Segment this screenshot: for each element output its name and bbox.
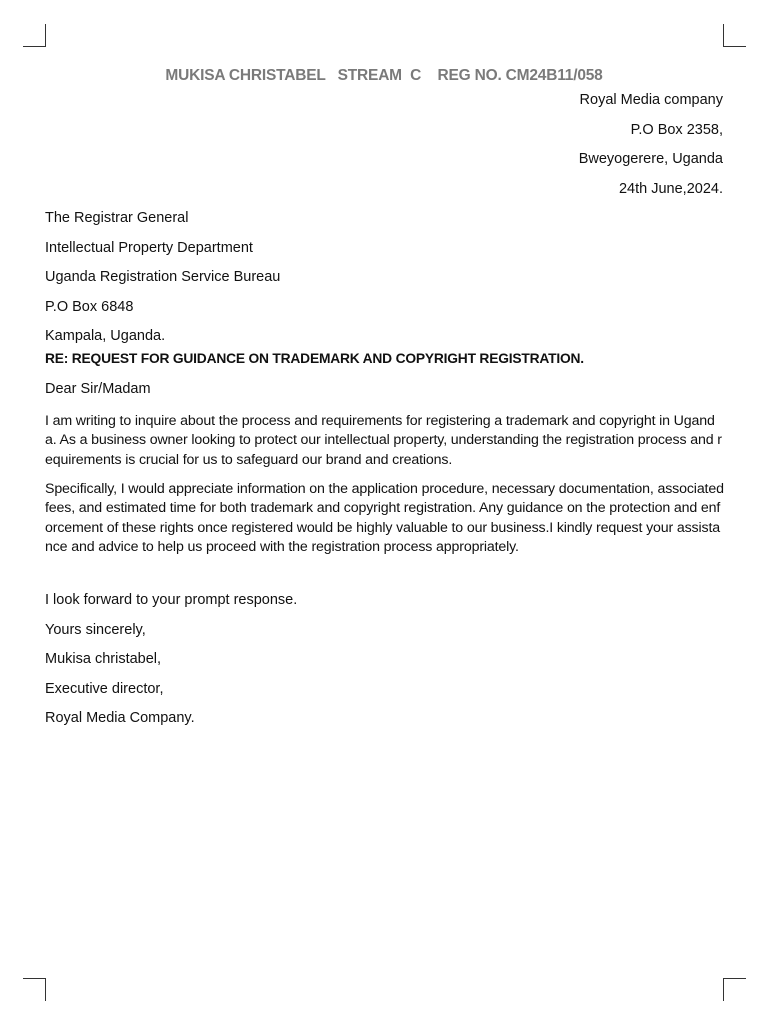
sender-company: Royal Media company xyxy=(579,92,723,108)
signatory-name: Mukisa christabel, xyxy=(45,651,162,668)
recipient-line: P.O Box 6848 xyxy=(45,298,134,315)
sender-location: Bweyogerere, Uganda xyxy=(578,151,723,168)
signatory-title: Executive director, xyxy=(45,680,164,697)
crop-mark-top-left xyxy=(23,24,46,47)
crop-mark-top-right xyxy=(723,24,746,47)
crop-mark-bottom-left xyxy=(23,978,46,1001)
sign-off: Yours sincerely, xyxy=(45,621,146,638)
student-header: MUKISA CHRISTABEL STREAM C REG NO. CM24B11/058 xyxy=(165,67,603,84)
recipient-line: Kampala, Uganda. xyxy=(45,328,166,344)
crop-mark-bottom-right xyxy=(723,978,746,1001)
sender-address xyxy=(579,86,723,205)
sender-box: P.O Box 2358, xyxy=(630,121,723,138)
signatory-company: Royal Media Company. xyxy=(45,710,195,727)
body-paragraph-2: Specifically, I would appreciate information on the application procedure, necessary documentation, associated fees, and estimated time for both trademark and copyright registration. Any guidance on the protection and enforcement of these rights once registered would be highly valuable to our business.I kindly request your assistance and advice to help us proceed with the registration process appropriately. xyxy=(45,481,724,555)
recipient-address xyxy=(45,204,280,352)
closing-block xyxy=(45,586,297,734)
recipient-line: Uganda Registration Service Bureau xyxy=(45,269,281,285)
subject-line: RE: REQUEST FOR GUIDANCE ON TRADEMARK AND COPYRIGHT REGISTRATION. xyxy=(45,351,584,366)
body-paragraph-1: I am writing to inquire about the process and requirements for registering a trademark and copyright in Uganda. As a business owner looking to protect our intellectual property, understanding the registration process and requirements is crucial for us to safeguard our brand and creations. xyxy=(45,413,722,468)
recipient-line: The Registrar General xyxy=(45,210,189,226)
closing-line: I look forward to your prompt response. xyxy=(45,592,298,608)
letter-date: 24th June,2024. xyxy=(618,181,723,198)
salutation: Dear Sir/Madam xyxy=(45,381,151,397)
recipient-line: Intellectual Property Department xyxy=(45,239,253,256)
